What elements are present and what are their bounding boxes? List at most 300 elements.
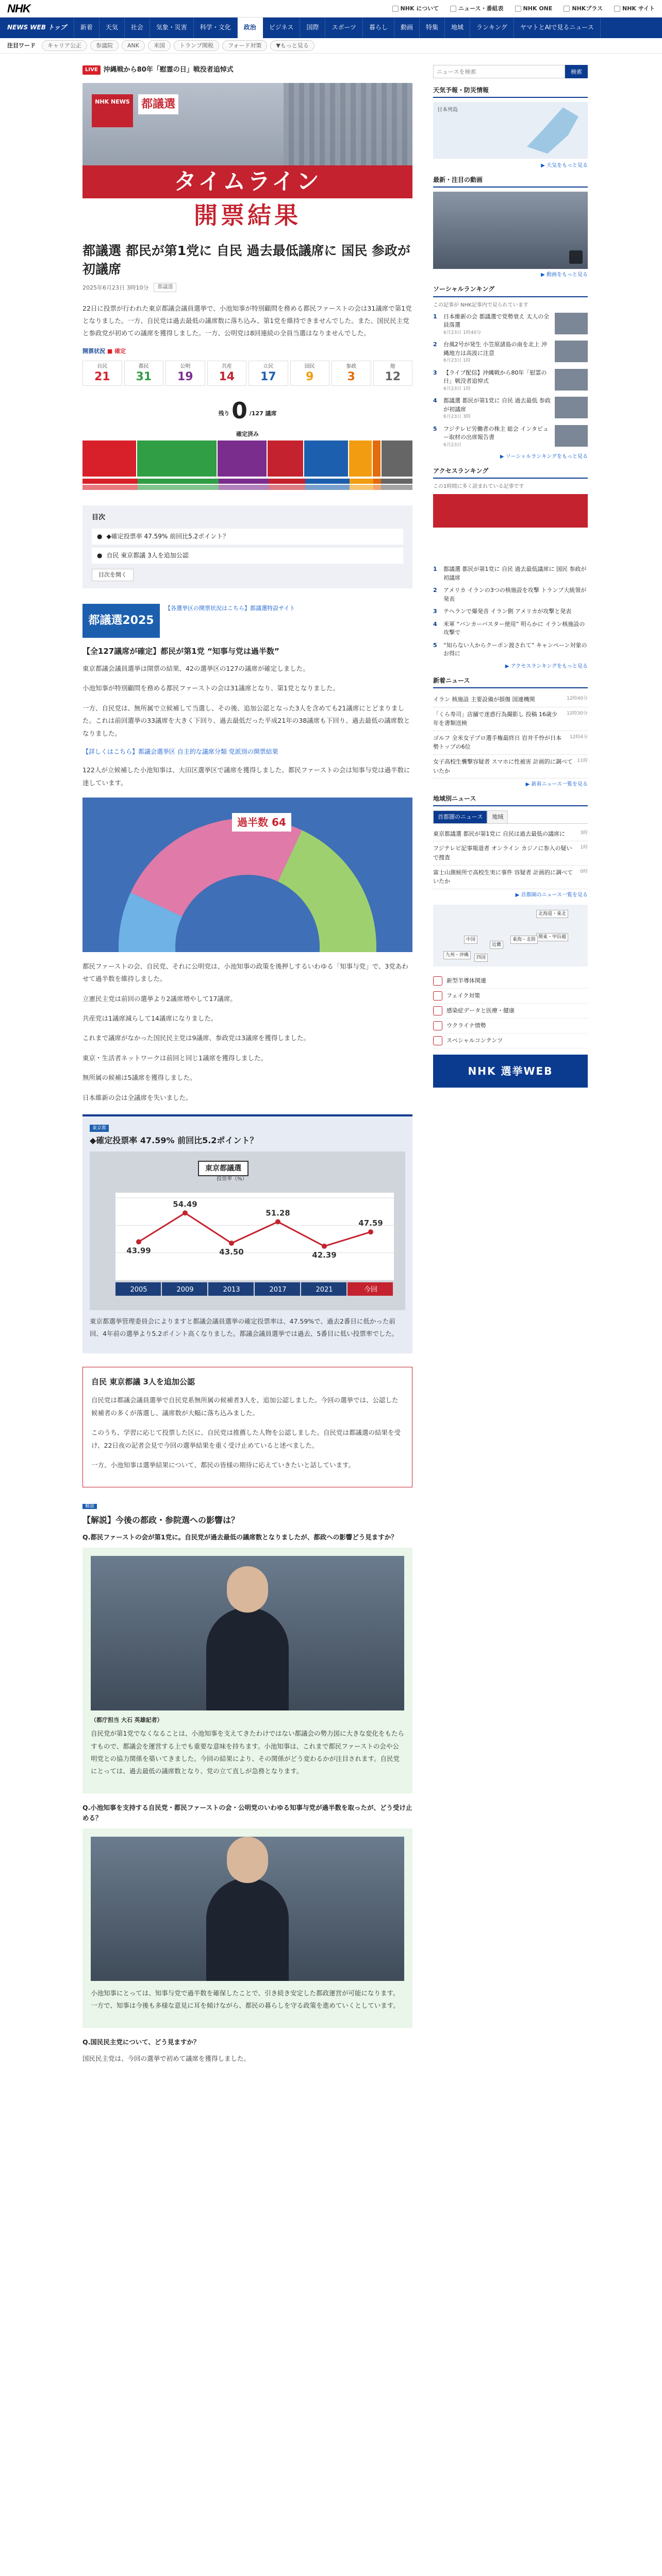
weather-heading: 天気予報・防災情報 — [433, 86, 588, 98]
nav-item[interactable]: 科学・文化 — [194, 18, 238, 38]
local-tabs — [433, 810, 588, 824]
tab-region[interactable]: 地域 — [487, 810, 508, 823]
tab-metropolitan[interactable]: 首都圏のニュース — [433, 810, 487, 823]
analysis-section — [82, 1501, 412, 2065]
party-name: 公明 — [180, 364, 191, 370]
party-seat-cards — [82, 361, 412, 386]
breaking-text: 沖縄戦から80年「慰霊の日」戦没者追悼式 — [103, 66, 234, 74]
seats-remaining: 残り 0 /127 議席 確定済み — [218, 398, 277, 437]
rank-date: 6月23日 1時40分 — [443, 330, 482, 335]
strip-seg — [219, 485, 269, 490]
question: Q.小池知事を支持する自民党・都民ファーストの会・公明党のいわゆる知事与党が過半数を取ったが、どう受け止める？ — [82, 1803, 412, 1822]
turnout-section — [82, 1114, 412, 1354]
rank-text: 台風2号が発生 小笠原諸島の南を北上 沖縄地方は高波に注意 — [443, 341, 547, 357]
party-name: 他 — [390, 364, 395, 370]
local-news-item[interactable] — [433, 866, 588, 889]
paragraph: 小池知事が特別顧問を務める都民ファーストの会は31議席となり、第1党となりました。 — [82, 684, 339, 692]
bullet-icon: ● — [97, 552, 103, 560]
rank-date: 6月23日 3時 — [443, 414, 471, 420]
turnout-point — [322, 1244, 327, 1249]
rank-thumbnail — [555, 425, 588, 447]
party-name: 国民 — [304, 364, 315, 370]
paragraph: 無所属の候補は5議席を獲得しました。 — [82, 1074, 196, 1082]
trend-pill[interactable]: フォード対策 — [222, 40, 267, 52]
toc-title: 目次 — [92, 514, 106, 522]
party-seats: 9 — [306, 370, 314, 384]
rank-text: フジテレビ労働者の株主 総会 インタビュー取材の出席報告書 — [443, 425, 549, 441]
seat-block — [82, 440, 136, 477]
answer-text: 国民民主党は、今回の選挙で初めて議席を獲得しました。 — [82, 2054, 251, 2062]
region-map — [433, 905, 588, 967]
new-news-item[interactable] — [433, 692, 588, 707]
nav-item[interactable]: 気象・災害 — [150, 18, 194, 38]
party-name: 参政 — [346, 364, 357, 370]
nav-item[interactable]: NEWS WEB トップ — [0, 18, 74, 38]
data-label: 43.50 — [219, 1247, 244, 1257]
party-card — [373, 361, 413, 386]
rank-text: 【ライブ配信】沖縄戦から80年「慰霊の日」戦没者追悼式 — [443, 369, 547, 385]
data-label: 42.39 — [312, 1250, 337, 1260]
nav-item[interactable]: 国際 — [300, 18, 325, 38]
category-link[interactable] — [433, 989, 588, 1004]
paragraph: これまで議席がなかった国民民主党は9議席、参政党は3議席を獲得しました。 — [82, 1034, 310, 1042]
party-card — [332, 361, 371, 386]
sidebar — [433, 65, 588, 2073]
rank-date: 6月23日 1時 — [443, 386, 471, 392]
rank-title: テヘランで爆発音 イラン側 アメリカが攻撃と発表 — [443, 608, 572, 615]
new-news-item[interactable] — [433, 707, 588, 731]
nhk-logo[interactable]: NHK — [7, 2, 30, 15]
person-figure — [206, 1878, 289, 1981]
nav-item[interactable]: 新着 — [74, 18, 100, 38]
strip-seg — [219, 479, 269, 484]
question: Q.都民ファーストの会が第1党に。自民党が過去最低の議席数となりましたが、都政への影響どう見ますか？ — [82, 1533, 398, 1541]
nav-item[interactable]: 暮らし — [363, 18, 394, 38]
rank-thumbnail — [555, 341, 588, 362]
trend-pill[interactable]: キャリア公正 — [42, 40, 87, 52]
hero-badge: 都議選 — [138, 94, 178, 114]
rank-number: 5 — [433, 425, 437, 432]
trend-pill[interactable]: 米国 — [148, 40, 171, 52]
strip-seg — [305, 479, 350, 484]
turnout-point — [229, 1241, 234, 1246]
new-news-item[interactable] — [433, 755, 588, 778]
access-ranking-list — [433, 565, 588, 658]
rank-title: “知らない人からクーポン渡されて” キャンペーン対象のお得に — [443, 641, 587, 657]
seat-block — [349, 440, 372, 477]
article-meta — [82, 283, 412, 292]
turnout-note: 東京都選挙管理委員会によりますと都議会議員選挙の確定投票率は、47.59%で、過去2番目に低かった前回、4年前の選挙より5.2ポイント高くなりました。都議会議員選挙では過去、5番目に低い投票率でした。 — [90, 1317, 399, 1338]
region-button[interactable]: 中国 — [464, 936, 477, 944]
party-seats: 17 — [260, 370, 276, 384]
answer-text: 自民党が第1党でなくなることは、小池知事を支えてきたわけではない都議会の勢力図に大きな変化をもたらすもので、都議会を運営する上でも重要な意味を持ちます。小池知事は、これまで都民ファーストの会や公明党との協力関係を築いてきました。今回の結果により、その関係がどう変わるかが注目されます。自民党にとっては、過去最低の議席数となり、党の立て直しが急務となります。 — [91, 1730, 404, 1775]
new-news-more-link[interactable]: ▶ 新着ニュース一覧を見る — [525, 782, 588, 788]
party-seats: 3 — [347, 370, 355, 384]
category-link[interactable] — [433, 1004, 588, 1019]
globe-icon — [433, 1021, 442, 1030]
analysis-title: 【解説】今後の都政・参院選への影響は？ — [82, 1515, 240, 1526]
strip-seg — [269, 485, 305, 490]
data-label: 47.59 — [358, 1218, 383, 1228]
live-badge: LIVE — [82, 65, 101, 75]
hero-band-results: 開票結果 — [82, 198, 412, 232]
party-name: 共産 — [221, 364, 232, 370]
rank-title — [443, 341, 551, 365]
paragraph: このうち、学習に応じて投票した区に、自民党は推薦した人物を公認しました。自民党は都議選の結果を受け、22日夜の記者会見で今回の選挙結果を重く受け止めていると述べました。 — [91, 1429, 401, 1449]
region-button[interactable]: 北海道・東北 — [536, 910, 568, 918]
party-seats: 31 — [136, 370, 152, 384]
rank-thumbnail — [555, 397, 588, 418]
strip-seg — [381, 479, 412, 484]
party-card — [207, 361, 247, 386]
rank-number: 1 — [433, 313, 437, 320]
top-link[interactable]: NHKプラス — [564, 4, 603, 13]
rank-date: 6月23日 — [443, 442, 462, 448]
rank-number: 4 — [433, 397, 437, 404]
strip-seg — [373, 479, 381, 484]
seat-block — [382, 440, 412, 477]
article-main — [82, 65, 412, 2073]
access-item[interactable] — [433, 641, 588, 658]
search-input[interactable] — [433, 65, 565, 78]
main-nav — [0, 18, 662, 38]
weather-map-label: 日本列島 — [437, 107, 458, 113]
search-button[interactable]: 検索 — [565, 65, 588, 78]
strip-seg — [350, 479, 373, 484]
region-button[interactable]: 九州・沖縄 — [443, 951, 471, 959]
ranking-item[interactable] — [433, 369, 588, 393]
answer-box — [82, 1548, 412, 1793]
hero-image — [82, 83, 412, 232]
person-head — [227, 1566, 268, 1613]
paragraph: 122人が立候補した小池知事は、大田区選挙区で議席を獲得しました。都民ファーストの会は知事与党は過半数に達しています。 — [82, 766, 410, 787]
access-more-link[interactable]: ▶ アクセスランキングをもっと見る — [505, 663, 588, 669]
category-link[interactable] — [433, 974, 588, 989]
strip-seg — [269, 479, 305, 484]
category-link[interactable] — [433, 1033, 588, 1048]
rank-number: 2 — [433, 341, 437, 348]
category-label: 感染症データと医療・健康 — [446, 1007, 515, 1014]
seat-block — [137, 440, 217, 477]
trend-pill[interactable]: トランプ関税 — [174, 40, 219, 52]
party-seats: 14 — [219, 370, 235, 384]
region-button[interactable]: 近畿 — [490, 941, 503, 949]
hero-band-timeline: タイムライン — [82, 165, 412, 198]
party-card — [82, 361, 122, 386]
ranking-item[interactable] — [433, 397, 588, 421]
turnout-point — [275, 1219, 280, 1224]
data-label: 51.28 — [266, 1208, 290, 1218]
reporter-photo — [91, 1556, 404, 1710]
count-status: 開票状況 ■ 確定 — [82, 347, 126, 354]
rank-title — [443, 313, 551, 337]
party-name: 都民 — [138, 364, 149, 370]
news-time: 11時 — [577, 758, 588, 764]
japan-map-icon — [527, 107, 578, 154]
rank-number: 5 — [433, 641, 437, 649]
special-banner-image[interactable]: 都議選2025 — [82, 604, 160, 638]
news-time: 12時30分 — [567, 710, 588, 716]
news-time: 12時4分 — [569, 734, 588, 740]
paragraph: 立憲民主党は前回の選挙より2議席増やして17議席。 — [82, 994, 237, 1003]
tick-label: 2009 — [176, 1285, 194, 1294]
party-seats: 19 — [177, 370, 193, 384]
person-figure — [206, 1607, 289, 1710]
article-tag[interactable]: 都議選 — [154, 283, 176, 292]
rank-title — [443, 425, 551, 449]
local-news-item[interactable] — [433, 841, 588, 865]
tick-label: 2013 — [223, 1285, 240, 1294]
category-link[interactable] — [433, 1019, 588, 1033]
news-title: ゴルフ 全米女子プロ選手権最終日 岩井千怜が日本勢トップの6位 — [433, 734, 561, 751]
rank-number: 4 — [433, 620, 437, 628]
person-head — [227, 1837, 268, 1883]
seat-block — [373, 440, 380, 477]
region-button[interactable]: 関東・甲信越 — [536, 933, 568, 941]
social-ranking-heading: ソーシャルランキング — [433, 284, 588, 297]
weather-more-link[interactable]: ▶ 天気をもっと見る — [541, 163, 588, 169]
seat-block — [268, 440, 304, 477]
ranking-subtext: この記事が NHK記事内で見られています — [433, 302, 528, 308]
top-bar — [0, 0, 662, 18]
category-label: ウクライナ情勢 — [446, 1022, 486, 1029]
access-item[interactable] — [433, 607, 588, 616]
turnout-point — [368, 1229, 373, 1234]
party-card — [166, 361, 205, 386]
trending-words — [0, 38, 662, 54]
paragraph: 日本維新の会は全議席を失いました。 — [82, 1093, 192, 1101]
top-link[interactable]: NHK サイト — [614, 4, 655, 13]
strip-seg — [381, 485, 412, 490]
news-title: 「くら寿司」店舗で迷惑行為撮影し 投稿 16歳少年を書類送検 — [433, 710, 557, 727]
rank-thumbnail — [555, 369, 588, 391]
nav-item[interactable]: 特集 — [420, 18, 445, 38]
access-top-thumbnail[interactable] — [433, 494, 588, 561]
paragraph: 自民党は都議会議員選挙で自民党系無所属の候補者3人を、追加公認しました。今回の選挙では、公認した候補者の多くが落選し、議席数が大幅に落ち込みました。 — [91, 1396, 399, 1417]
star-icon — [433, 1036, 442, 1045]
ldp-additional-endorsement — [82, 1367, 412, 1487]
rank-number: 3 — [433, 369, 437, 376]
paragraph: 東京・生活者ネットワークは前回と同じ1議席を獲得しました。 — [82, 1054, 267, 1062]
breaking-news[interactable] — [82, 65, 412, 76]
tick-label: 今回 — [363, 1285, 378, 1294]
nav-item[interactable]: ヤマトとAIで見るニュース — [514, 18, 601, 38]
seat-block — [304, 440, 347, 477]
strip-seg — [305, 485, 350, 490]
strip-seg — [138, 479, 219, 484]
search-box — [433, 65, 588, 78]
toc-item[interactable]: ● 自民 東京都議 3人を追加公認 — [92, 548, 403, 564]
box-title: 自民 東京都議 3人を追加公認 — [91, 1377, 195, 1387]
article-lead: 22日に投票が行われた東京都議会議員選挙で、小池知事が特別顧問を務める都民ファーストの会は31議席で第1党となりました。一方、自民党は過去最低の議席数に落ち込み、第1党を維持できませんでした。また、国民民主党と参政党が初めての議席を獲得しました。一方、公明党は8回連続の全員当選はなりませんでした。 — [82, 304, 412, 337]
turnout-heading: ◆確定投票率 47.59% 前回比5.2ポイント？ — [90, 1136, 258, 1146]
detail-link[interactable]: 【詳しくはこちら】都議会選挙区 自主的な議席分類 党派別の開票結果 — [82, 748, 278, 755]
chip-icon — [433, 976, 442, 986]
rank-title — [443, 397, 551, 421]
seat-progress — [82, 393, 412, 490]
nav-item[interactable]: 地域 — [445, 18, 470, 38]
party-name: 立民 — [263, 364, 274, 370]
news-title: イラン 核施設 主要設備が損傷 国連機関 — [433, 696, 535, 703]
top-link[interactable]: ニュース・番組表 — [450, 4, 503, 13]
tick-label: 2017 — [269, 1285, 287, 1294]
access-item[interactable] — [433, 620, 588, 637]
strip-seg — [373, 485, 381, 490]
nav-item[interactable]: 社会 — [125, 18, 150, 38]
category-label: フェイク対策 — [446, 992, 481, 999]
article-date: 2025年6月23日 3時10分 — [82, 284, 149, 291]
rank-title: 都議選 都民が第1党に 自民 過去最低議席に 国民 参政が初議席 — [443, 566, 587, 581]
access-ranking-heading: アクセスランキング — [433, 466, 588, 479]
video-more-link[interactable]: ▶ 動画をもっと見る — [541, 272, 588, 278]
strip-seg — [82, 485, 138, 490]
special-site-link[interactable]: 【各選挙区の開票状況はこちら】都議選特設サイト — [165, 605, 295, 612]
plot-area — [115, 1193, 394, 1280]
paragraph: 一方、自民党は、無所属で立候補して当選し、その後、追加公認となった3人を含めても21議席にとどまりました。これは前回選挙の33議席を大きく下回り、過去最低だった平成21年の38議席も下回り、過去最低の議席数となりました。 — [82, 704, 410, 737]
photo-caption: （都庁担当 大石 英雄記者） — [91, 1716, 163, 1723]
category-links — [433, 974, 588, 1048]
news-time: 0時 — [580, 869, 588, 874]
rank-number: 3 — [433, 608, 437, 615]
medical-icon — [433, 1006, 442, 1015]
nav-item[interactable]: ランキング — [470, 18, 514, 38]
seat-distribution-graphic — [82, 798, 412, 952]
trending-head: 注目ワード — [7, 42, 36, 49]
paragraph: 共産党は1議席減らして14議席になりました。 — [82, 1014, 218, 1023]
data-label: 43.99 — [126, 1246, 151, 1256]
shield-icon — [433, 991, 442, 1001]
answer-box — [82, 1828, 412, 2028]
question: Q.国民民主党について、どう見ますか？ — [82, 2038, 200, 2046]
nav-item[interactable]: 天気 — [100, 18, 125, 38]
party-card — [249, 361, 288, 386]
bullet-icon: ● — [97, 533, 103, 540]
top-links — [392, 4, 655, 13]
rank-number: 2 — [433, 587, 437, 594]
chart-ylabel: 投票率（%） — [217, 1176, 247, 1182]
governor-photo — [91, 1837, 404, 1981]
category-label: スペシャルコンテンツ — [446, 1037, 503, 1044]
nav-item[interactable]: 動画 — [394, 18, 420, 38]
party-card — [290, 361, 330, 386]
access-subtext: この1時間に多く読まれている記事です — [433, 484, 524, 490]
access-item[interactable] — [433, 586, 588, 603]
toc-item[interactable]: ● ◆確定投票率 47.59% 前回比5.2ポイント？ — [92, 529, 403, 545]
party-name: 自民 — [97, 364, 108, 370]
seat-strip — [82, 485, 412, 490]
ranking-item[interactable] — [433, 425, 588, 449]
video-heading: 最新・注目の動画 — [433, 175, 588, 188]
info-icon — [392, 6, 399, 12]
paragraph: 東京都議会議員選挙は開票の結果、42の選挙区の127の議席が確定しました。 — [82, 665, 309, 673]
news-title: 東京都議選 都民が第1党に 自民は過去最低の議席に — [433, 830, 565, 837]
party-card — [124, 361, 164, 386]
paragraph: 都民ファーストの会、自民党、それに公明党は、小池知事の政策を後押しするいわゆる「知事与党」で、3党あわせて過半数を維持しました。 — [82, 962, 408, 983]
nhk-news-mark: NHK NEWS — [92, 94, 133, 127]
region-button[interactable]: 東海・北陸 — [510, 936, 538, 944]
chart-title: 東京都議選 — [198, 1161, 249, 1176]
local-news-item[interactable] — [433, 827, 588, 842]
access-item[interactable] — [433, 565, 588, 582]
strip-seg — [138, 485, 219, 490]
ranking-item[interactable] — [433, 341, 588, 365]
analysis-badge: 解説 — [82, 1504, 97, 1509]
site-icon — [614, 6, 620, 12]
toc-open-button[interactable]: 目次を開く — [92, 569, 134, 581]
election-web-banner[interactable]: NHK 選挙WEB — [433, 1055, 588, 1088]
trend-pill[interactable]: ANK — [122, 40, 145, 52]
local-more-link[interactable]: ▶ 首都圏のニュース一覧を見る — [515, 892, 588, 898]
nav-item[interactable]: スポーツ — [325, 18, 363, 38]
nav-item[interactable]: ビジネス — [263, 18, 301, 38]
seat-cells — [82, 440, 412, 477]
rank-thumbnail — [555, 313, 588, 334]
video-thumbnail[interactable] — [433, 192, 588, 269]
turnout-chart — [90, 1151, 405, 1310]
section-badge: 東京都 — [90, 1125, 109, 1132]
turnout-point — [136, 1239, 141, 1244]
category-label: 新型半導体関連 — [446, 977, 486, 985]
article-title: 都議選 都民が第1党に 自民 過去最低議席に 国民 参政が初議席 — [82, 243, 410, 277]
strip-seg — [350, 485, 373, 490]
trend-pill[interactable]: ▼もっと見る — [270, 40, 314, 52]
play-icon — [569, 250, 583, 264]
tv-icon — [450, 6, 456, 12]
rank-text: 都議選 都民が第1党に 自民 過去最低 参政が初議席 — [443, 397, 551, 413]
tick-label: 2021 — [316, 1285, 333, 1294]
section-heading: 【全127議席が確定】都民が第1党 “知事与党は過半数” — [82, 647, 279, 656]
trend-pill[interactable]: 参議院 — [90, 40, 119, 52]
table-of-contents — [82, 505, 412, 588]
top-link[interactable]: NHK ONE — [515, 4, 553, 13]
nav-item[interactable]: 政治 — [238, 18, 263, 38]
news-time: 3時 — [580, 830, 588, 836]
answer-text: 小池知事にとっては、知事与党で過半数を確保したことで、引き続き安定した都政運営が可能になります。一方で、知事は今後も多様な意見に耳を傾けながら、都民の暮らしを守る政策を進めていくとしています。 — [91, 1989, 400, 2010]
new-news-list — [433, 692, 588, 778]
news-time: 1時 — [580, 845, 588, 851]
weather-map[interactable] — [433, 102, 588, 159]
ranking-item[interactable] — [433, 313, 588, 337]
tick-label: 2005 — [130, 1285, 147, 1294]
party-seats: 12 — [385, 370, 401, 384]
majority-label: 過半数 64 — [232, 813, 291, 832]
strip-seg — [82, 479, 138, 484]
special-site[interactable] — [82, 604, 412, 638]
data-label: 54.49 — [173, 1199, 197, 1209]
rank-date: 6月23日 1時 — [443, 358, 471, 364]
one-icon — [515, 6, 521, 12]
turnout-point — [183, 1210, 188, 1215]
new-news-item[interactable] — [433, 731, 588, 755]
news-title: フジテレビ記事報道者 オンライン カジノに参入の疑いで捜査 — [433, 845, 572, 861]
top-link[interactable]: NHK について — [392, 4, 439, 13]
paragraph: 一方、小池知事は選挙結果について、都民の皆様の期待に応えていきたいと話しています。 — [91, 1461, 355, 1469]
ranking-more-link[interactable]: ▶ ソーシャルランキングをもっと見る — [500, 454, 588, 460]
seat-strip — [82, 479, 412, 484]
news-title: 富士山測候所で高校生実に事件 容疑者 計画的に調べていたか — [433, 869, 573, 885]
rank-number: 1 — [433, 566, 437, 573]
news-time: 12時40分 — [567, 696, 588, 701]
rank-title: アメリカ イランの3つの核施設を攻撃 トランプ大統領が発表 — [443, 587, 587, 602]
local-news-list — [433, 827, 588, 889]
rank-text: 日本維新の会 都議選で党勢衰え 太人の全員落選 — [443, 313, 549, 329]
news-title: 女子高校生襲撃容疑者 スマホに性被害 計画的に調べていたか — [433, 758, 573, 774]
seat-block — [218, 440, 266, 477]
local-news-heading: 地域別ニュース — [433, 794, 588, 806]
rank-title — [443, 369, 551, 393]
new-news-heading: 新着ニュース — [433, 676, 588, 688]
region-button[interactable]: 四国 — [474, 954, 488, 962]
